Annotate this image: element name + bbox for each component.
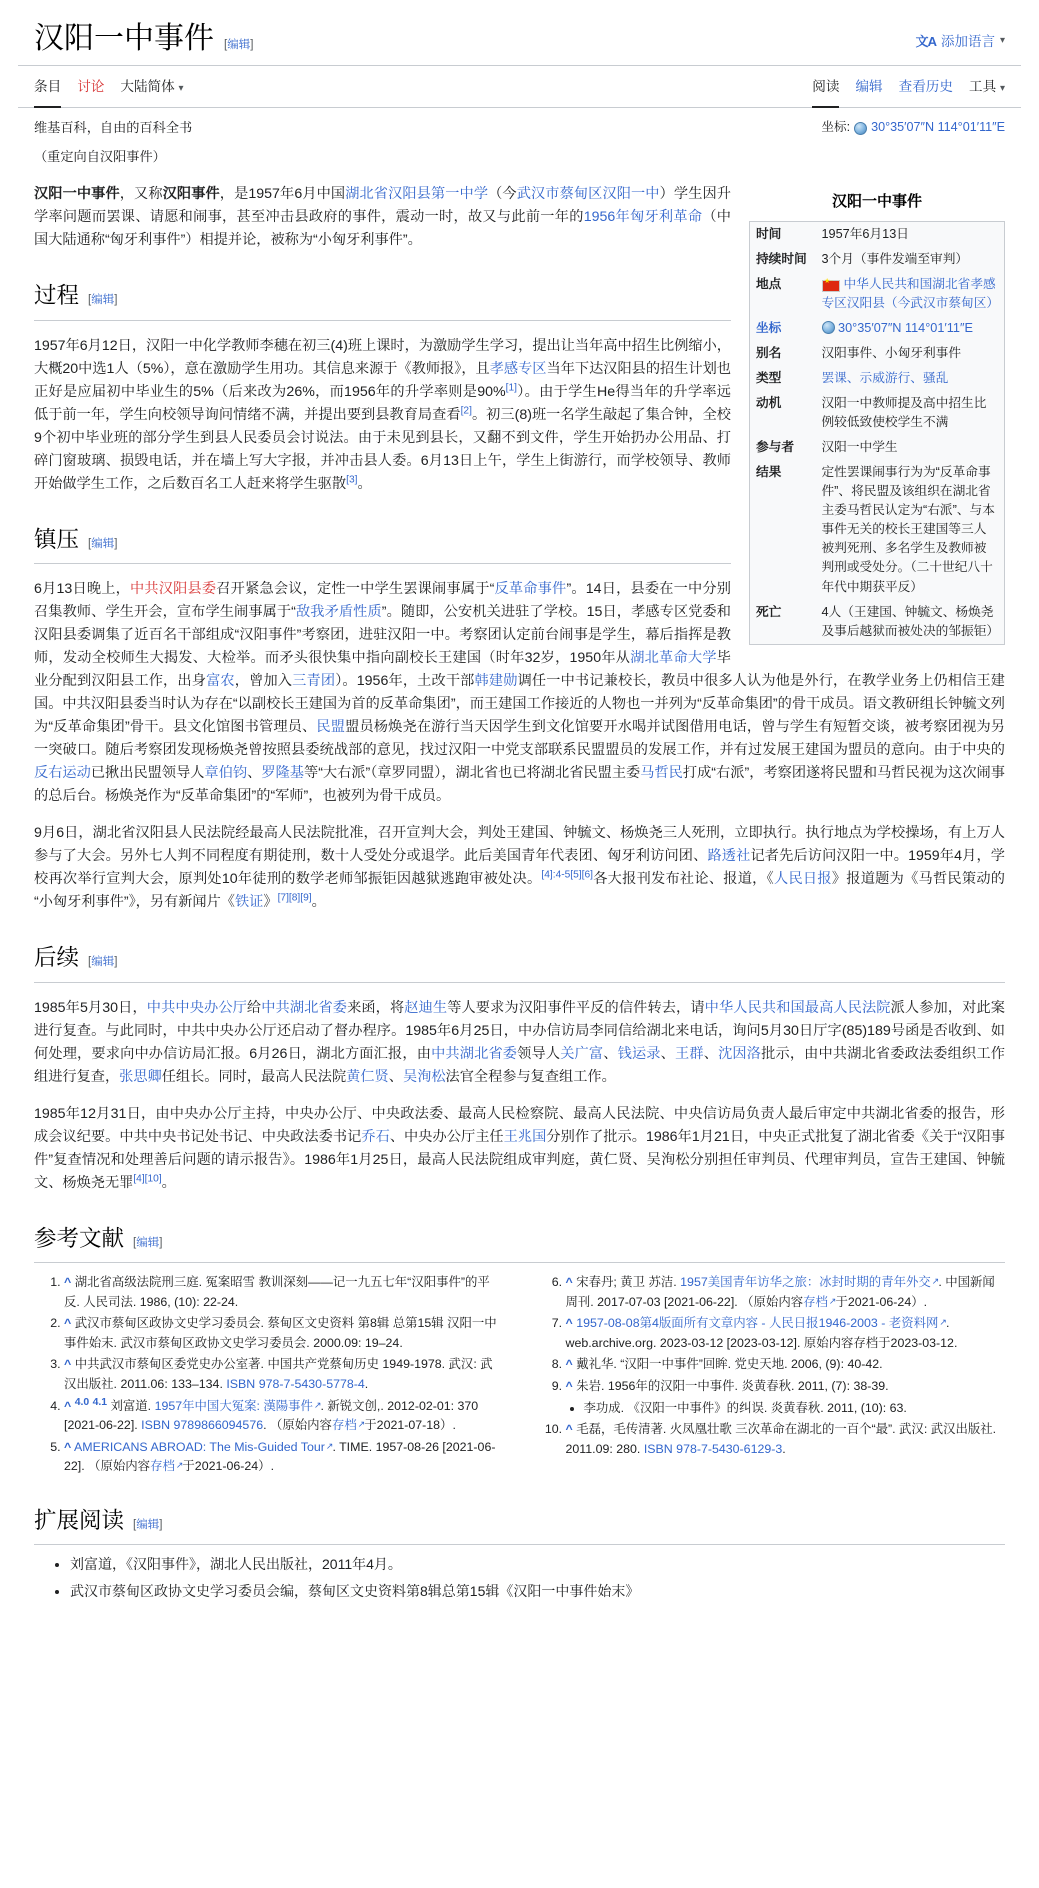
references-heading-text: 参考文献 (34, 1225, 125, 1251)
wiki-link[interactable]: 富农 (206, 673, 235, 690)
reference-backlink-caret[interactable]: ^ (565, 1378, 573, 1393)
page-title-text: 汉阳一中事件 (34, 22, 214, 55)
infobox-key-alias: 别名 (756, 346, 782, 360)
infobox-row (750, 272, 1005, 316)
infobox-key-time: 时间 (756, 226, 782, 241)
reference-item (64, 1273, 504, 1312)
text-run: ，是1957年6月中国 (219, 186, 346, 203)
reference-backlink-caret[interactable]: ^ (64, 1439, 72, 1454)
text-run: 、 (247, 765, 262, 782)
text-run: 1957年6月12日，汉阳一中化学教师李穗在初三(4)班上课时，为激励学生学习，提出让当年高中招生比例缩小，大概20中选1人（5%），意在激励学生用功。其信息来源于《教师报》，且 (34, 337, 731, 377)
text-run: 。 (161, 1174, 176, 1191)
reference-backlink-caret[interactable]: ^ (565, 1316, 573, 1331)
wiki-link[interactable]: 孝感专区 (489, 360, 547, 377)
section-edit-link[interactable]: [编辑] (88, 537, 118, 550)
edit-link[interactable]: 编辑 (136, 1518, 160, 1531)
reference-item (566, 1420, 1006, 1459)
text-run: 刘富道. (110, 1398, 155, 1413)
infobox-row (750, 221, 1005, 247)
tab-article[interactable]: 条目 (34, 76, 61, 107)
infobox-row (750, 435, 1005, 460)
wiki-link[interactable]: 乔石 (361, 1128, 390, 1145)
reference-link[interactable]: [2] (460, 404, 472, 416)
further-reading-ul (34, 1553, 1005, 1602)
reference-marker[interactable] (278, 892, 289, 903)
wiki-link[interactable]: 关广富 (560, 1045, 604, 1062)
text-run: . 中国新闻周刊. 2017-07-03 [2021-06-22]. （原始内容 (565, 1275, 995, 1309)
chevron-down-icon: ▾ (999, 35, 1005, 47)
text-run: 1985年12月31日，由中央办公厅主持，中央办公厅、中央政法委、最高人民检察院、最高人民法院、中央信访局负责人最后审定中共湖北省委的报告，形成会议纪要。中共中央书记处书记、中央政法委书记 (34, 1105, 1005, 1145)
wiki-link[interactable]: 敌我矛盾性质 (295, 604, 382, 621)
text-run: . (782, 1441, 786, 1456)
tab-tools-label: 工具 (969, 78, 997, 94)
text-run: 于2021-06-24）. (835, 1294, 928, 1309)
wiki-link[interactable]: 汉阳县第一中学 (388, 186, 489, 203)
text-run: 盟员杨焕尧在游行当天因学生到文化馆要开水喝并试图借用电话，曾与学生有短暂交谈，被考察团视为另一突破口。随后考察团发现杨焕尧曾按照县委统战部的意见，找过汉阳一中党支部联系民盟盟员的发展工作，并有过发展王建国为盟员的意向。由于中央的 (34, 719, 1005, 759)
page-title-edit-link[interactable] (224, 39, 253, 52)
infobox-value-time: 1957年6月13日 (821, 226, 909, 241)
wiki-link[interactable]: 张思卿 (119, 1068, 162, 1085)
reference-link[interactable]: [1] (505, 381, 517, 393)
infobox-type-link[interactable]: 罢课、示威游行、骚乱 (821, 371, 949, 386)
reference-marker[interactable] (289, 892, 300, 903)
text-run: 任组长。同时，最高人民法院 (161, 1068, 347, 1085)
text-run: 9月6日，湖北省汉阳县人民法院经最高人民法院批准，召开宣判大会，判处王建国、钟毓文、杨焕尧三人死刑，立即执行。执行地点为学校操场，有上万人参与了大会。另外七人判不同程度有期徒刑，数十人受处分或退学。此后美国青年代表团、匈牙利访问团、 (34, 825, 1005, 865)
wiki-link[interactable]: 反革命事件 (494, 581, 567, 598)
text-run: . web.archive.org. 2023-03-12 [2023-03-12]. 原始内容存档于2023-03-12. (565, 1316, 958, 1350)
wiki-link[interactable]: 王兆国 (503, 1128, 547, 1145)
section-paragraph (34, 997, 1005, 1089)
infobox-key-deaths: 死亡 (756, 604, 782, 619)
text-run: （中国大陆通称“匈牙利事件”）相提并论，被称为“小匈牙利事件”。 (34, 209, 731, 249)
external-link[interactable]: 1957-08-08第4版面所有文章内容 - 人民日报1946-2003 - 老资料网 ↗ (576, 1316, 946, 1330)
text-run: 等“大右派”（章罗同盟），湖北省也已将湖北省民盟主委 (303, 765, 641, 782)
wiki-link[interactable]: 人民日报 (774, 871, 832, 888)
view-tabs (812, 76, 1005, 107)
infobox-value-motive: 汉阳一中教师提及高中招生比例较低致使校学生不满 (821, 396, 987, 430)
site-subtitle: 维基百科，自由的百科全书 (34, 119, 193, 135)
reference-marker[interactable] (506, 382, 517, 393)
section-heading-text: 过程 (34, 283, 80, 309)
section-edit-link[interactable]: [编辑] (88, 956, 118, 969)
tab-history[interactable]: 查看历史 (898, 78, 953, 94)
text-run: 分别作了批示。1986年1月21日，中央正式批复了湖北省委《关于“汉阳事件”复查情况和处理善后问题的请示报告》。1986年1月25日，最高人民法院组成审判庭，黄仁贤、吴洵松分别担任审判员、代理审判员，宣告王建国、钟毓文、杨焕尧无罪 (34, 1128, 1005, 1191)
add-language-button[interactable] (916, 31, 1005, 57)
bracket-open: [ (133, 1236, 137, 1249)
text-run: 于2021-06-24）. (182, 1459, 275, 1474)
reference-backlink-caret[interactable]: ^ (565, 1422, 573, 1437)
text-run: 打成“右派”，考察团遂将民盟和马哲民视为这次闹事的总后台。杨焕尧作为“反革命集团”的“军师”，也被列为骨干成员。 (34, 765, 1005, 805)
infobox-coords-link[interactable]: 30°35′07″N 114°01′11″E (838, 320, 973, 335)
text-run: （今 (488, 186, 517, 203)
reference-marker[interactable] (133, 1173, 144, 1184)
infobox-table (749, 221, 1005, 645)
text-run: ）。1956年，土改干部 (335, 673, 475, 690)
infobox-value-coords (816, 316, 1005, 341)
reference-ordered-list (34, 1273, 1005, 1477)
wiki-link[interactable]: 中华人民共和国最高人民法院 (704, 999, 891, 1016)
text-run: 各大报刊发布社论、报道，《 (592, 871, 774, 888)
article-content (0, 183, 1039, 1616)
text-run: 给 (246, 999, 262, 1016)
wiki-link[interactable]: 吴洵松 (402, 1068, 446, 1085)
text-run: ）学生因升学率问题而罢课、请愿和闹事，甚至冲击县政府的事件，震动一时，故又与此前一年的 (34, 186, 731, 226)
reference-link[interactable]: [6] (581, 869, 593, 881)
infobox-key-motive: 动机 (756, 396, 782, 411)
tab-variant-label: 大陆简体 (120, 78, 175, 94)
text-run: ，又称 (119, 186, 163, 203)
wiki-link[interactable]: 民盟 (316, 719, 346, 736)
reference-marker[interactable] (145, 1173, 162, 1184)
reference-item (64, 1397, 504, 1436)
further-reading-item: • 武汉市蔡甸区政协文史学习委员会编，蔡甸区文史资料第8辑总第15辑《汉阳一中事件始末》 (70, 1580, 1005, 1603)
references-heading (34, 1221, 1005, 1263)
article-header (0, 0, 1039, 65)
reference-link[interactable]: [5] (570, 869, 582, 881)
text-run: 》报道题为《马哲民策动的“小匈牙利事件”》，另有新闻片《 (34, 871, 1005, 911)
infobox-rows (750, 221, 1005, 644)
references-edit-link[interactable] (133, 1234, 162, 1253)
external-link[interactable]: 存档 ↗ (332, 1418, 364, 1432)
text-run: 派人参加，对此案进行复查。与此同时，中共中央办公厅还启动了督办程序。1985年6月25日，中办信访局李同信给湖北来电话，询问5月30日厅字(85)189号函是否收到、如何处理，要求向中办信访局汇报。6月26日，湖北方面汇报，由 (34, 999, 1005, 1062)
infobox-value-participants: 汉阳一中学生 (821, 440, 898, 455)
further-reading-edit-link[interactable] (133, 1516, 162, 1535)
infobox-row (750, 600, 1005, 645)
infobox-value-duration: 3个月（事件发端至审判） (821, 251, 969, 266)
reference-backlink-index[interactable] (75, 1396, 89, 1407)
article-tabs (0, 66, 1039, 107)
reference-marker[interactable] (582, 869, 593, 880)
text-run: 当年下达汉阳县的招生计划也正好是应届初中毕业生的5%（后来改为26%，而1956年的升学率则是90% (34, 360, 731, 400)
infobox-row (750, 316, 1005, 341)
reference-link[interactable]: [10] (144, 1172, 162, 1184)
reference-link[interactable]: [9] (300, 892, 312, 904)
text-run: 批示，由中共湖北省委政法委组织工作组进行复查， (34, 1045, 1005, 1085)
wiki-link[interactable]: 铁证 (234, 894, 264, 911)
page-title (34, 22, 253, 57)
text-run: 、中央办公厅主任 (389, 1128, 504, 1145)
section-heading-text: 镇压 (34, 526, 80, 552)
wiki-link[interactable]: 反右运动 (34, 765, 91, 782)
text-run: 记者先后访问汉阳一中。1959年4月，学校再次举行宣判大会，原判处10年徒刑的数学老师邹振钜因越狱逃跑审被处决。 (34, 848, 1005, 888)
bold-term: 汉阳一中事件 (34, 186, 120, 203)
text-run: . TIME. 1957-08-26 [2021-06-22]. （原始内容 (64, 1439, 496, 1474)
infobox-title: 汉阳一中事件 (831, 193, 922, 211)
text-run: 。 (357, 475, 372, 492)
wiki-link[interactable]: 中共中央办公厅 (146, 999, 247, 1016)
wiki-link[interactable]: ISBN 978-7-5430-5778-4 (226, 1376, 365, 1391)
reference-item (566, 1314, 1006, 1353)
wiki-link[interactable]: 湖北省 (345, 186, 389, 203)
infobox-row (750, 391, 1005, 435)
reference-link[interactable]: [4]:4-5 (541, 869, 571, 881)
infobox-location-link[interactable]: 中华人民共和国湖北省孝感专区汉阳县（今武汉市蔡甸区） (821, 276, 1000, 310)
wiki-link[interactable]: 三青团 (292, 673, 336, 690)
china-flag-icon (822, 280, 840, 292)
reference-list (34, 1273, 1005, 1477)
reference-backlink-link[interactable]: 4.1 (92, 1396, 108, 1408)
tab-read[interactable]: 阅读 (812, 76, 839, 107)
tab-edit[interactable]: 编辑 (855, 78, 883, 94)
tab-tools[interactable] (969, 76, 1005, 107)
coordinates-label: 坐标: (821, 119, 851, 134)
text-run: 宋春丹; 黄卫 苏洁. (576, 1275, 681, 1290)
reference-item (566, 1377, 1006, 1418)
bracket-open: [ (133, 1518, 137, 1531)
wiki-link[interactable]: 沈因洛 (718, 1045, 762, 1062)
namespace-tabs (34, 76, 184, 107)
reference-backlink-link[interactable]: 4.0 (74, 1396, 90, 1408)
redirect-notice: （重定向自汉阳事件） (34, 148, 166, 164)
wiki-link[interactable]: 马哲民 (640, 765, 683, 782)
infobox-coords-key-link[interactable]: 坐标 (756, 320, 782, 335)
text-run: ）。由于学生He得当年的升学率远低于前一年，学生向校领导询问情绪不满，并提出要到县教育局查看 (34, 383, 731, 423)
text-run: 毕业分配到汉阳县工作，出身 (34, 650, 731, 690)
further-reading-item: • 刘富道，《汉阳事件》，湖北人民出版社，2011年4月。 (70, 1553, 1005, 1576)
text-run: 1985年5月30日， (34, 999, 147, 1016)
section-heading-text: 后续 (34, 945, 80, 971)
text-run: 领导人 (517, 1045, 561, 1062)
reference-backlink-caret[interactable]: ^ (565, 1357, 573, 1372)
reference-item (64, 1355, 504, 1394)
wiki-link[interactable]: 中共湖北省委 (261, 999, 348, 1016)
edit-link[interactable]: 编辑 (91, 537, 115, 550)
reference-backlink-caret[interactable]: ^ (64, 1316, 72, 1331)
text-run: 。 (311, 894, 326, 911)
wiki-link[interactable]: 武汉市蔡甸区汉阳一中 (516, 186, 660, 203)
edit-link[interactable]: 编辑 (91, 956, 115, 969)
wiki-link[interactable]: 韩建勋 (474, 673, 518, 690)
text-run: 朱岩. 1956年的汉阳一中事件. 炎黄春秋. 2011, (7): 38-39. (576, 1378, 889, 1393)
add-language-label: 添加语言 (940, 33, 995, 49)
wiki-link[interactable]: 章伯钧 (204, 765, 248, 782)
wiki-link[interactable]: 路透社 (707, 848, 751, 865)
wiki-link[interactable]: ISBN 978-7-5430-6129-3 (643, 1441, 783, 1456)
reference-marker[interactable] (541, 869, 570, 880)
chevron-down-icon: ▾ (999, 82, 1005, 94)
infobox-value-deaths: 4人（王建国、钟毓文、杨焕尧及事后越狱而被处决的邹振钜） (821, 604, 1000, 638)
external-link[interactable]: 1957年中国大冤案: 漢陽事件 ↗ (155, 1399, 321, 1413)
infobox-row (750, 247, 1005, 272)
reference-backlink-caret[interactable]: ^ (64, 1275, 72, 1290)
text-run: 等人要求为汉阳事件平反的信件转去，请 (447, 999, 705, 1016)
wiki-link[interactable]: 钱运录 (617, 1045, 661, 1062)
globe-icon (822, 321, 835, 334)
infobox-key-location: 地点 (756, 276, 782, 291)
bracket-close: ] (159, 1236, 163, 1249)
text-run: 来函，将 (347, 999, 405, 1016)
text-run: 法官全程参与复查组工作。 (445, 1068, 616, 1085)
reference-link[interactable]: [3] (346, 473, 358, 485)
further-reading-heading (34, 1503, 1005, 1545)
text-run: . （原始内容 (263, 1418, 332, 1433)
infobox-key-coords (750, 316, 816, 341)
edit-link[interactable]: 编辑 (136, 1236, 160, 1249)
tab-talk[interactable]: 讨论 (77, 78, 105, 94)
wiki-link[interactable]: 1956年匈牙利革命 (583, 209, 703, 226)
infobox-key-participants: 参与者 (756, 440, 795, 455)
text-run: 调任一中书记兼校长，教员中很多人认为他是外行，在教学业务上仍相信王建国。中共汉阳县委当时认为存在“以副校长王建国为首的反革命集团”，而王建国工作接近的人物也一并列为“反革命集团”的骨干成员。语文教研组长钟毓文列为“反革命集团”骨干。县文化馆图书管理员、 (34, 673, 1005, 736)
text-run: 》 (263, 894, 278, 911)
infobox-value-result: 定性罢课闹事行为为“反革命事件”、将民盟及该组织在湖北省主委马哲民认定为“右派”、与本事件无关的校长王建国等三人被判死刑、多名学生及教师被判刑或受处分。（二十世纪八十年代中期获平反） (821, 465, 995, 594)
reference-marker[interactable] (461, 405, 472, 416)
bold-term: 汉阳事件 (162, 186, 220, 203)
text-run: 6月13日晚上， (34, 581, 130, 598)
reference-item (64, 1438, 504, 1477)
text-run: 于2021-07-18）. (364, 1418, 456, 1433)
text-run: 、 (603, 1045, 618, 1062)
reference-item (566, 1273, 1006, 1312)
text-run: 召开紧急会议，定性一中学生罢课闹事属于“ (216, 581, 495, 598)
infobox-key-result: 结果 (756, 465, 782, 480)
wiki-link[interactable]: 罗隆基 (261, 765, 304, 782)
wiki-link[interactable]: 黄仁贤 (346, 1068, 389, 1085)
infobox-key-type: 类型 (756, 371, 782, 386)
site-subtitle-row (0, 108, 1039, 138)
text-run: . (364, 1376, 369, 1391)
reference-marker[interactable] (300, 892, 311, 903)
external-link[interactable]: 存档 ↗ (803, 1295, 835, 1309)
infobox (749, 189, 1005, 644)
text-run: ，曾加入 (234, 673, 293, 690)
section-paragraph (34, 822, 1005, 914)
text-run: . 新锐文创,. 2012-02-01: 370 [2021-06-22]. (64, 1398, 479, 1433)
reference-link[interactable]: [4] (133, 1172, 145, 1184)
edit-link[interactable]: 编辑 (91, 294, 115, 307)
text-run: 。初三(8)班一名学生敲起了集合钟，全校9个初中毕业班的部分学生到县人民委员会讨说法。由于未见到县长，又翻不到文件，学生开始扔办公用品、打碎门窗玻璃、损毁电话，并在墙上写大字报，并冲击县人委。6月13日上午，学生上街游行，而学校领导、教师开始做学生工作，之后数百名工人赶来将学生驱散 (34, 406, 731, 492)
text-run: 、 (660, 1045, 676, 1062)
section-edit-link[interactable]: [编辑] (88, 294, 118, 307)
reference-backlink-caret[interactable]: ^ (565, 1275, 573, 1290)
reference-item (566, 1355, 1006, 1375)
coordinates[interactable] (821, 117, 1005, 137)
infobox-row (750, 366, 1005, 391)
tab-variant-selector[interactable] (120, 76, 183, 107)
text-run: 已揪出民盟领导人 (90, 765, 205, 782)
reference-backlink-index[interactable] (93, 1396, 107, 1407)
text-run: 戴礼华. “汉阳一中事件”回眸. 党史天地. 2006, (9): 40-42. (576, 1357, 883, 1372)
wiki-link[interactable]: 湖北革命大学 (630, 650, 717, 667)
section-paragraph (34, 1103, 1005, 1195)
section-heading (34, 522, 731, 564)
reference-link[interactable]: [8] (288, 892, 301, 904)
language-icon: 文A (915, 34, 936, 50)
further-reading-list (34, 1553, 1005, 1602)
infobox-row (750, 341, 1005, 366)
infobox-value-alias: 汉阳事件、小匈牙利事件 (821, 346, 962, 360)
text-run: 毛磊，毛传清著. 火凤凰壮歌 三次革命在湖北的一百个“最”. 武汉: 武汉出版社. 2011.09: 280. (565, 1422, 997, 1456)
wiki-link[interactable]: 赵迪生 (404, 999, 448, 1016)
reference-backlink-caret[interactable]: ^ (64, 1398, 72, 1413)
chevron-down-icon: ▾ (178, 82, 184, 94)
reference-sub-list (566, 1399, 1006, 1419)
wiki-link[interactable]: ISBN 9789866094576 (141, 1418, 264, 1433)
text-run: ”。随即，公安机关进驻了学校。15日，孝感专区党委和汉阳县委调集了近百名干部组成“汉阳事件”考察团，进驻汉阳一中。考察团认定前台闹事是学生，幕后指挥是教师，发动全校师生大揭发、大检举。而矛头很快集中指向副校长王建国（时年32岁，1950年从 (34, 604, 731, 667)
infobox-value-location (816, 272, 1005, 316)
bracket-close: ] (159, 1518, 163, 1531)
text-run: 湖北省高级法院刑三庭. 冤案昭雪 教训深刻——记一九五七年“汉阳事件”的平反. 人民司法. 1986, (10): 22-24. (64, 1275, 490, 1309)
section-heading (34, 940, 1005, 982)
external-link[interactable]: AMERICANS ABROAD: The Mis-Guided Tour ↗ (74, 1440, 332, 1454)
coordinates-value[interactable]: 30°35′07″N 114°01′11″E (871, 119, 1005, 134)
text-run: 中共武汉市蔡甸区委党史办公室著. 中国共产党蔡甸历史 1949-1978. 武汉: 武汉出版社. 2011.06: 133–134. (64, 1357, 493, 1391)
infobox-value-type (816, 366, 1005, 391)
text-run: 、 (388, 1068, 403, 1085)
reference-marker[interactable] (346, 474, 357, 485)
text-run: ”。14日，县委在一中分别召集教师、学生开会，宣布学生闹事属于“ (34, 581, 731, 621)
reference-sub-item: • 李功成. 《汉阳一中事件》的纠误. 炎黄春秋. 2011, (10): 63. (584, 1399, 1006, 1419)
external-link[interactable]: 1957美国青年访华之旅：冰封时期的青年外交 ↗ (680, 1275, 938, 1289)
wiki-link[interactable]: 王群 (675, 1045, 704, 1062)
text-run: 、 (703, 1045, 719, 1062)
section-heading (34, 278, 731, 320)
wiki-link-missing[interactable]: 中共汉阳县委 (129, 581, 217, 598)
edit-link[interactable]: 编辑 (227, 39, 251, 51)
wiki-link[interactable]: 中共湖北省委 (431, 1045, 518, 1062)
text-run: 武汉市蔡甸区政协文史学习委员会. 蔡甸区文史资料 第8辑 总第15辑 汉阳一中事件始末. 武汉市蔡甸区政协文史学习委员会. 2000.09: 19–24. (64, 1316, 497, 1350)
bracket-open: [ (224, 39, 228, 51)
reference-item (64, 1314, 504, 1353)
reference-marker[interactable] (570, 869, 581, 880)
reference-link[interactable]: [7] (277, 892, 289, 904)
infobox-row (750, 460, 1005, 599)
further-reading-heading-text: 扩展阅读 (34, 1507, 125, 1533)
bracket-close: ] (250, 39, 254, 51)
reference-backlink-caret[interactable]: ^ (64, 1357, 72, 1372)
infobox-key-duration: 持续时间 (756, 251, 807, 266)
globe-icon (854, 122, 867, 135)
external-link[interactable]: 存档 ↗ (150, 1459, 182, 1473)
